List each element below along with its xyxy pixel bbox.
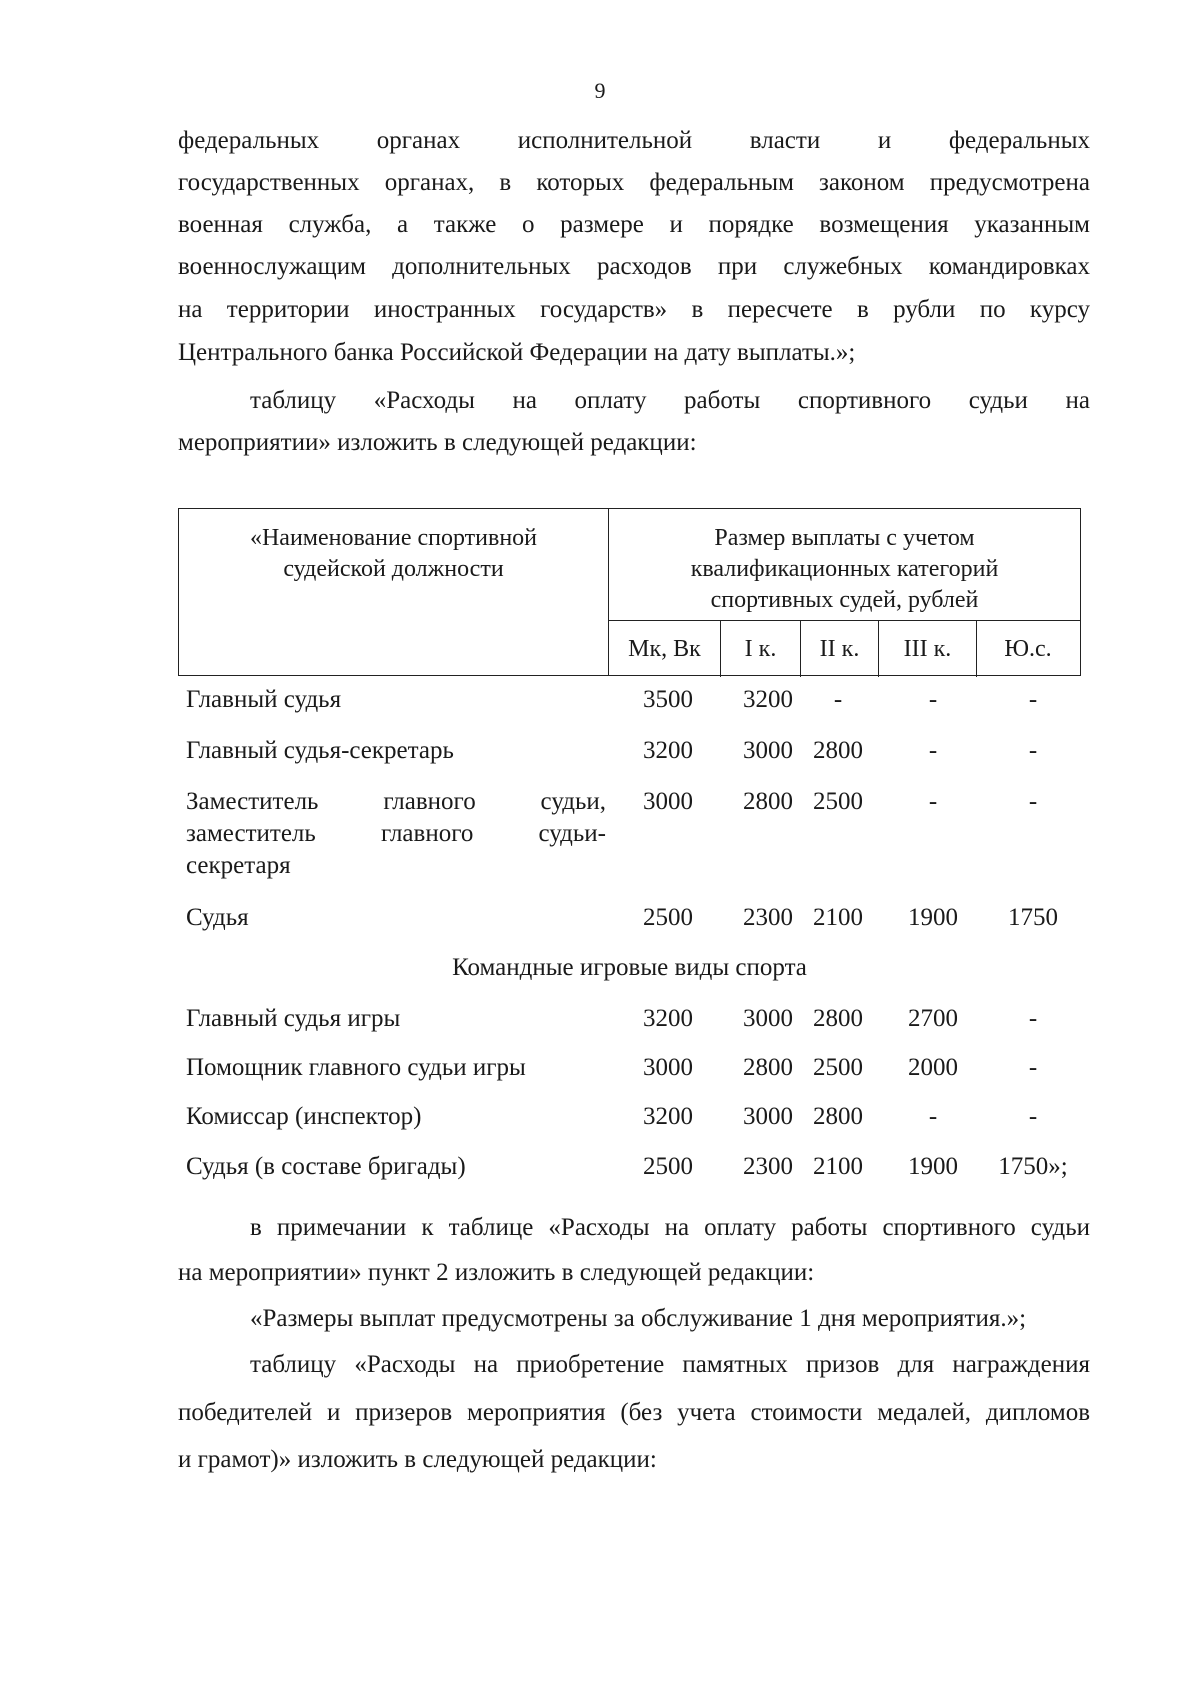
row-value: 3000	[643, 1054, 693, 1081]
table-intro-line: мероприятии» изложить в следующей редакции:	[178, 429, 697, 456]
row-name: Судья	[186, 904, 249, 931]
row-value: 2800	[813, 1005, 863, 1032]
row-value: 2500	[643, 1153, 693, 1180]
row-value: -	[1028, 788, 1038, 815]
header-size-line: Размер выплаты с учетом	[714, 525, 975, 551]
row-value: 3200	[643, 1005, 693, 1032]
row-value: 3000	[743, 1103, 793, 1130]
row-value: 3000	[743, 737, 793, 764]
row-value: 1750	[1008, 904, 1058, 931]
row-name	[186, 786, 606, 882]
prizes-line: таблицу «Расходы на приобретение памятных призов для награждения	[250, 1351, 1090, 1378]
row-value: 1900	[908, 1153, 958, 1180]
section-title: Командные игровые виды спорта	[452, 954, 807, 981]
row-name: Главный судья	[186, 686, 342, 713]
row-name: Помощник главного судьи игры	[186, 1054, 526, 1081]
note-text: «Размеры выплат предусмотрены за обслуживание 1 дня мероприятия.»;	[250, 1305, 1027, 1332]
page-number: 9	[594, 78, 606, 103]
intro-line: на территории иностранных государств» в пересчете в рубли по курсу	[178, 296, 1090, 323]
row-value: 1750»;	[998, 1153, 1068, 1180]
row-value: 2000	[908, 1054, 958, 1081]
category-3: III к.	[879, 621, 977, 677]
row-value: -	[928, 686, 938, 713]
category-2: II к.	[801, 621, 879, 677]
row-value: 2500	[813, 788, 863, 815]
row-value: 3000	[643, 788, 693, 815]
header-name-line: «Наименование спортивной	[249, 525, 538, 551]
row-value: -	[1028, 1054, 1038, 1081]
category-youth: Ю.с.	[1004, 636, 1052, 662]
intro-line: федеральных органах исполнительной власти и федеральных	[178, 127, 1090, 154]
category-1: I к.	[721, 621, 801, 677]
row-value: 3500	[643, 686, 693, 713]
intro-line: военная служба, а также о размере и порядке возмещения указанным	[178, 211, 1090, 238]
intro-line: военнослужащим дополнительных расходов при служебных командировках	[178, 253, 1090, 280]
row-value: -	[1028, 737, 1038, 764]
row-value: 2800	[813, 737, 863, 764]
row-name: Главный судья игры	[186, 1005, 401, 1032]
row-name-line: заместитель главного судьи-	[186, 820, 606, 847]
row-value: 2500	[643, 904, 693, 931]
intro-line: государственных органах, в которых федеральным законом предусмотрена	[178, 169, 1090, 196]
row-value: 1900	[908, 904, 958, 931]
header-size-line: спортивных судей, рублей	[710, 587, 979, 613]
row-value: 2100	[813, 1153, 863, 1180]
row-value: 2800	[743, 788, 793, 815]
header-position-name	[179, 509, 609, 675]
row-value: 2700	[908, 1005, 958, 1032]
intro-line: Центрального банка Российской Федерации на дату выплаты.»;	[178, 339, 856, 366]
row-value: 2800	[813, 1103, 863, 1130]
category-mk-vk: Мк, Вк	[609, 621, 721, 677]
header-size-line: квалификационных категорий	[690, 556, 999, 582]
row-value: -	[1028, 1103, 1038, 1130]
row-value: -	[928, 737, 938, 764]
table-intro-line: таблицу «Расходы на оплату работы спортивного судьи на	[250, 387, 1090, 414]
row-name: Главный судья-секретарь	[186, 737, 454, 764]
row-value: 3200	[743, 686, 793, 713]
row-value: -	[928, 1103, 938, 1130]
row-value: -	[928, 788, 938, 815]
row-value: 3200	[643, 737, 693, 764]
row-value: 3200	[643, 1103, 693, 1130]
row-value: -	[833, 686, 843, 713]
row-value: 2800	[743, 1054, 793, 1081]
row-value: 2500	[813, 1054, 863, 1081]
row-name: Комиссар (инспектор)	[186, 1103, 422, 1130]
note-line: на мероприятии» пункт 2 изложить в следующей редакции:	[178, 1259, 815, 1286]
note-line: в примечании к таблице «Расходы на оплату работы спортивного судьи	[250, 1214, 1090, 1241]
row-value: -	[1028, 686, 1038, 713]
prizes-line: и грамот)» изложить в следующей редакции:	[178, 1446, 657, 1473]
row-value: 3000	[743, 1005, 793, 1032]
table-header	[178, 508, 1081, 676]
row-value: 2300	[743, 904, 793, 931]
row-name-line: секретаря	[186, 852, 291, 879]
row-name: Судья (в составе бригады)	[186, 1153, 466, 1180]
header-payment-size	[609, 509, 1080, 621]
row-value: -	[1028, 1005, 1038, 1032]
row-value: 2100	[813, 904, 863, 931]
header-name-line: судейской должности	[283, 556, 504, 582]
row-name-line: Заместитель главного судьи,	[186, 788, 606, 815]
row-value: 2300	[743, 1153, 793, 1180]
prizes-line: победителей и призеров мероприятия (без учета стоимости медалей, дипломов	[178, 1399, 1090, 1426]
